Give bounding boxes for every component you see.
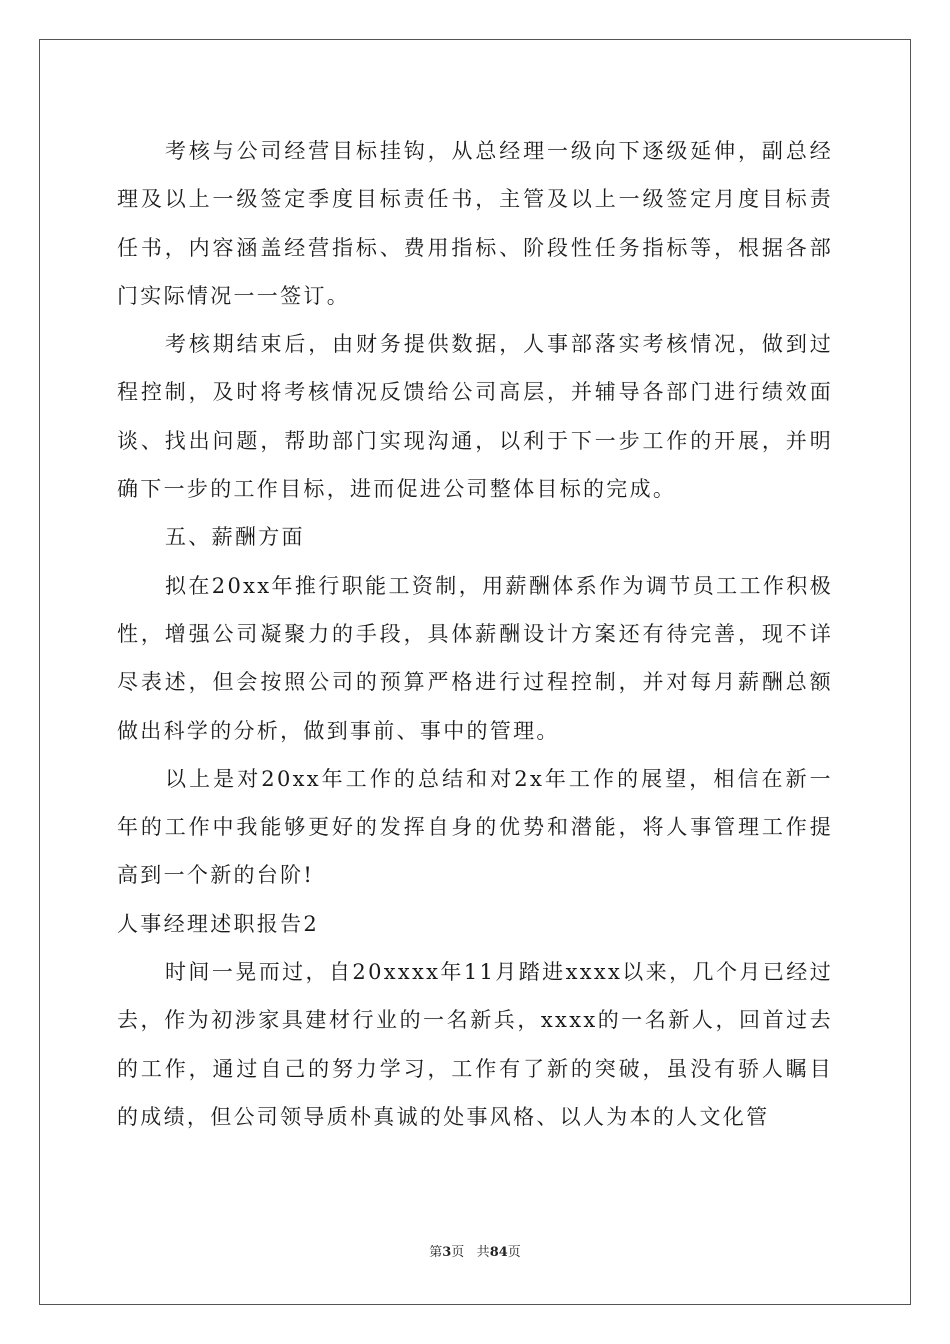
footer-prefix: 第 <box>429 1245 443 1260</box>
report-title-2: 人事经理述职报告2 <box>117 911 320 936</box>
paragraph-summary: 以上是对20xx年工作的总结和对2x年工作的展望，相信在新一年的工作中我能够更好的发挥自身的优势和潜能，将人事管理工作提高到一个新的台阶! <box>117 766 833 888</box>
page-footer <box>0 1241 950 1260</box>
paragraph-salary-plan: 拟在20xx年推行职能工资制，用薪酬体系作为调节员工工作积极性，增强公司凝聚力的手段，具体薪酬设计方案还有待完善，现不详尽表述，但会按照公司的预算严格进行过程控制，并对每月薪酬总额做出科学的分析，做到事前、事中的管理。 <box>117 573 833 743</box>
footer-total-suffix: 页 <box>507 1245 521 1260</box>
paragraph-assessment-targets: 考核与公司经营目标挂钩，从总经理一级向下逐级延伸，副总经理及以上一级签定季度目标责任书，主管及以上一级签定月度目标责任书，内容涵盖经营指标、费用指标、阶段性任务指标等，根据各部门实际情况一一签订。 <box>117 139 833 308</box>
current-page-number: 3 <box>442 1245 452 1260</box>
document-body <box>117 127 833 1141</box>
footer-total-prefix: 共 <box>476 1245 490 1260</box>
total-page-count: 84 <box>489 1245 508 1260</box>
paragraph-assessment-process: 考核期结束后，由财务提供数据，人事部落实考核情况，做到过程控制，及时将考核情况反馈给公司高层，并辅导各部门进行绩效面谈、找出问题，帮助部门实现沟通，以利于下一步工作的开展，并明确下一步的工作目标，进而促进公司整体目标的完成。 <box>117 332 833 502</box>
footer-page-suffix: 页 <box>451 1245 465 1260</box>
paragraph-report-2-intro: 时间一晃而过，自20xxxx年11月踏进xxxx以来，几个月已经过去，作为初涉家具建材行业的一名新兵，xxxx的一名新人，回首过去的工作，通过自己的努力学习，工作有了新的突破，虽没有骄人瞩目的成绩，但公司领导质朴真诚的处事风格、以人为本的人文化管 <box>117 960 833 1129</box>
section-heading-salary: 五、薪酬方面 <box>165 525 305 550</box>
